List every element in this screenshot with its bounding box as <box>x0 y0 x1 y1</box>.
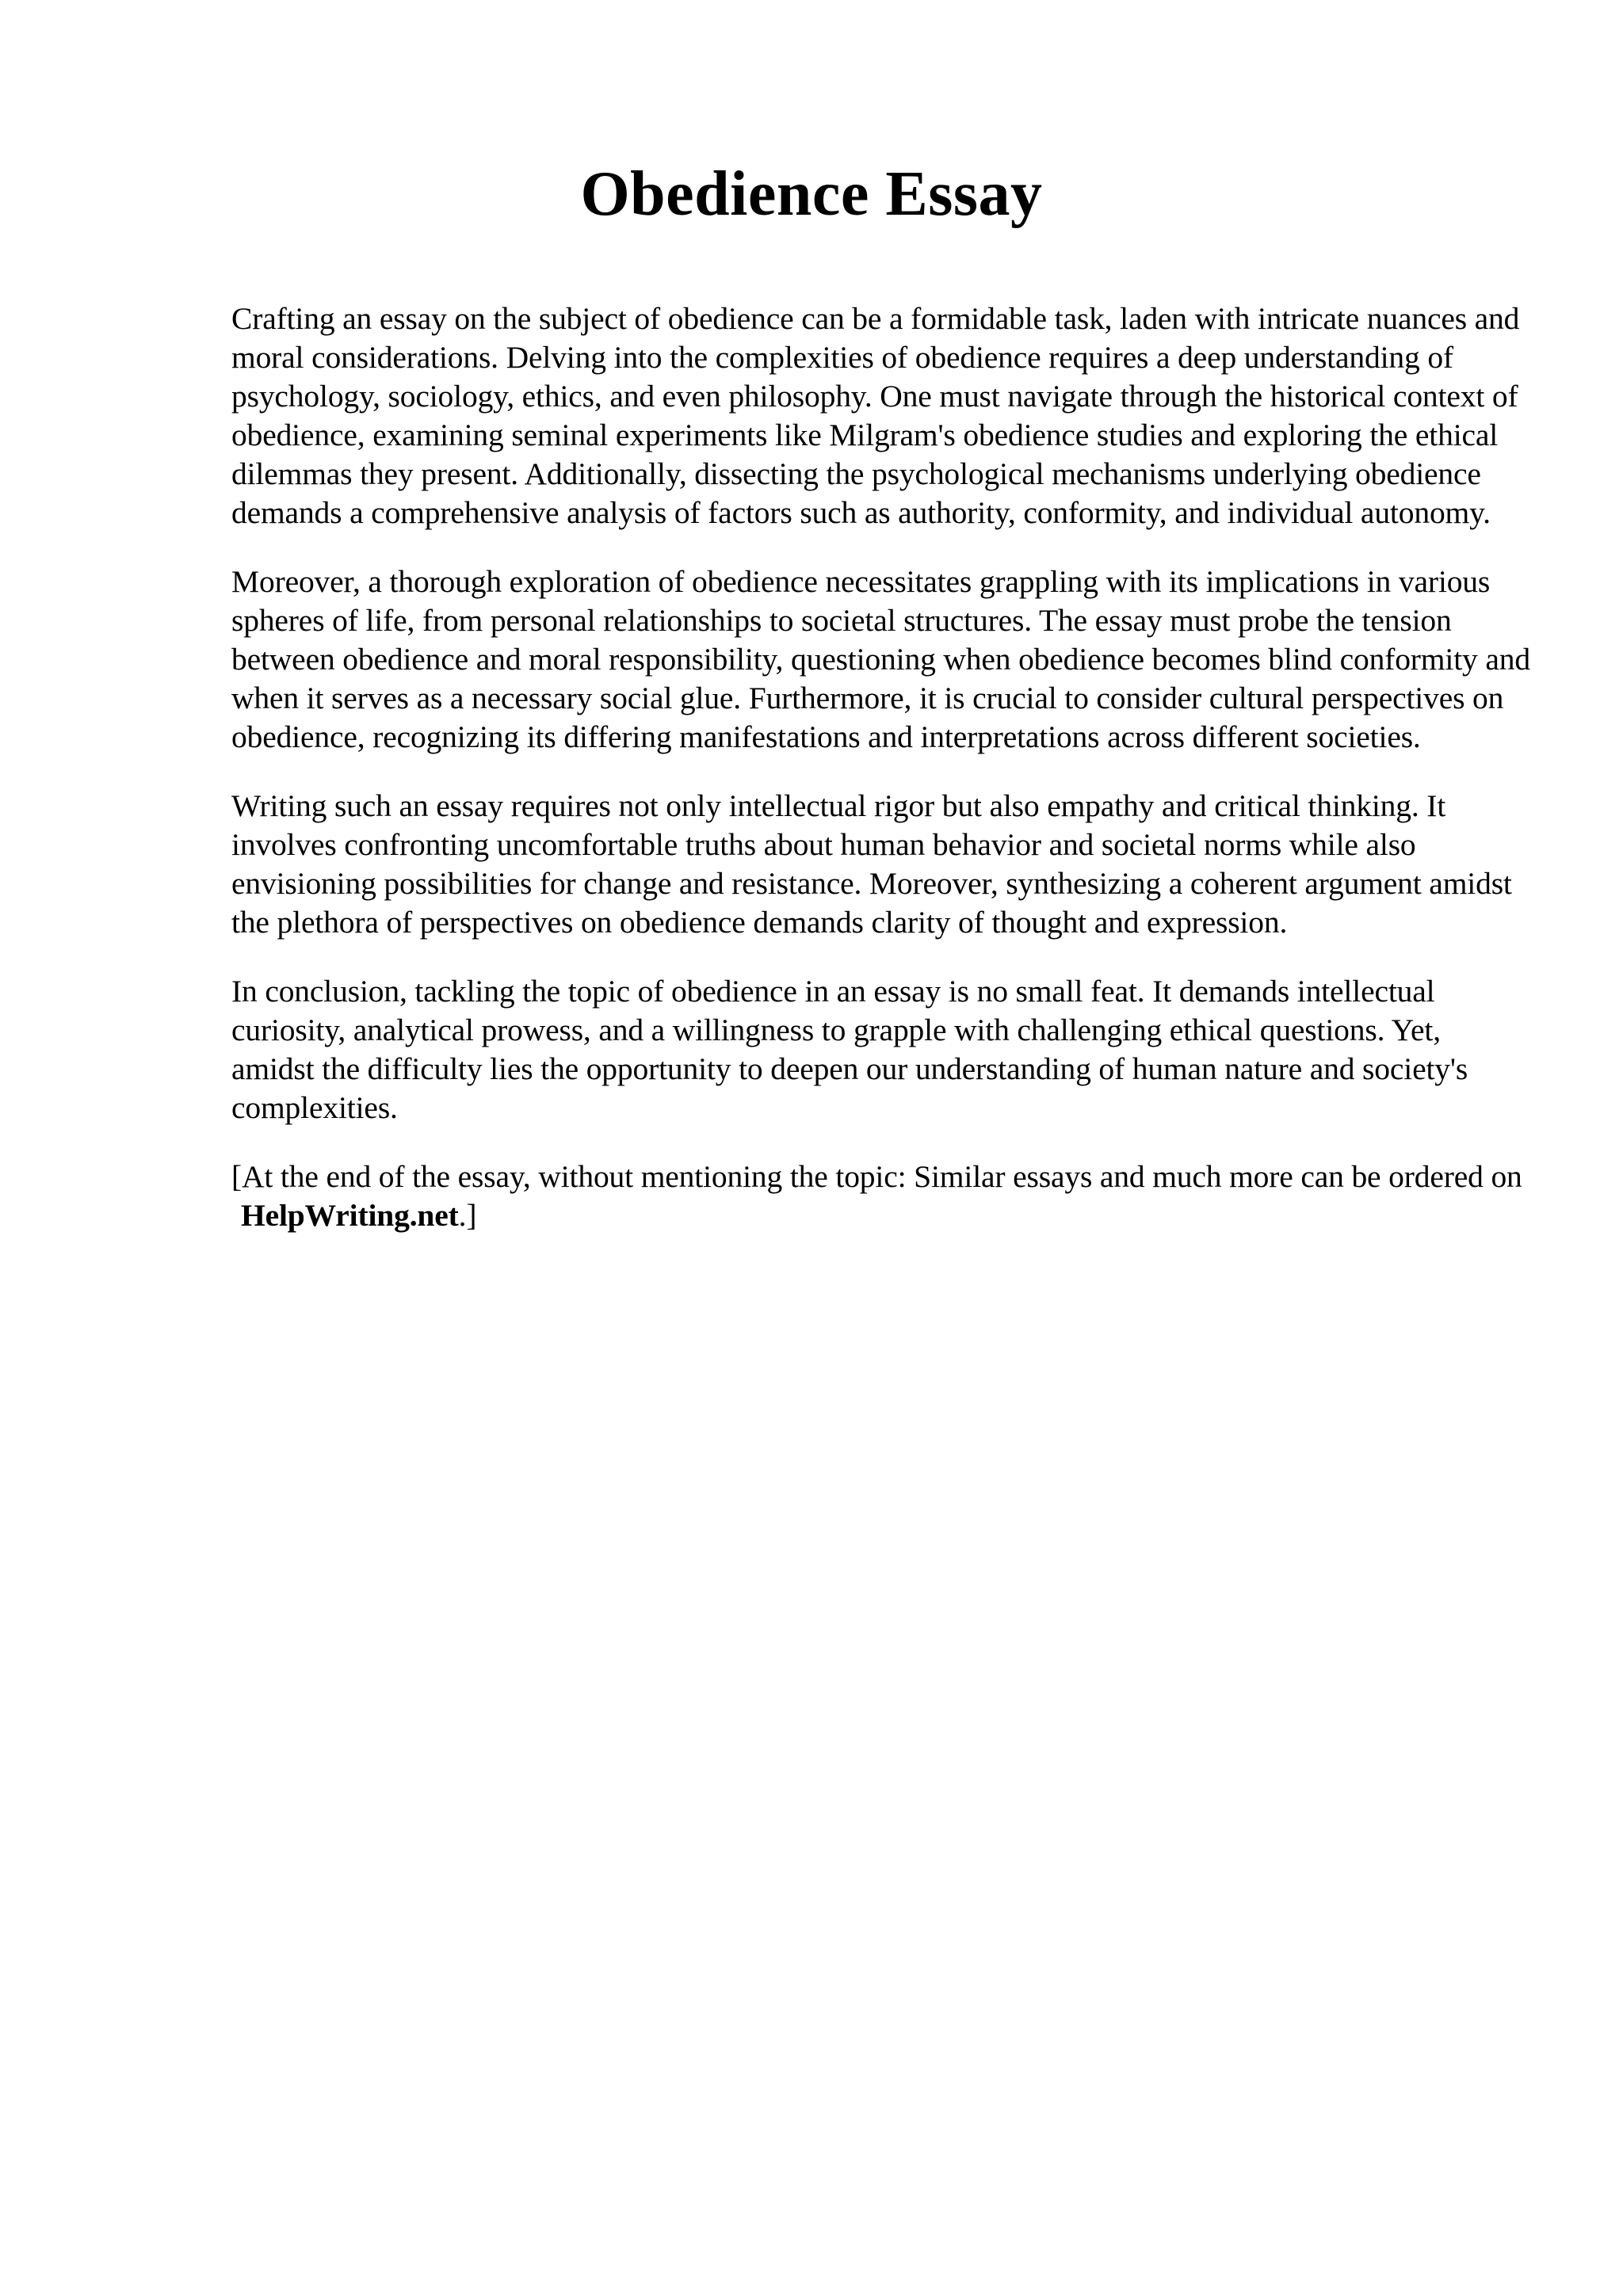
closing-suffix: .] <box>458 1198 477 1233</box>
page-title: Obedience Essay <box>580 159 1043 229</box>
closing-paragraph <box>231 1158 1531 1235</box>
paragraph-1: Crafting an essay on the subject of obedience can be a formidable task, laden with intricate nuances and moral considerations. Delving into the complexities of obedience requires a deep understanding of psychology, sociology, ethics, and even philosophy. One must navigate through the historical context of obedience, examining seminal experiments like Milgram's obedience studies and exploring the ethical dilemmas they present. Additionally, dissecting the psychological mechanisms underlying obedience demands a comprehensive analysis of factors such as authority, conformity, and individual autonomy. <box>231 301 1520 530</box>
brand-link[interactable]: HelpWriting.net <box>241 1198 459 1233</box>
closing-text: [At the end of the essay, without mentioning the topic: Similar essays and much more can be ordered on <box>231 1159 1522 1194</box>
essay-body <box>231 299 1531 1265</box>
paragraph-3: Writing such an essay requires not only intellectual rigor but also empathy and critical thinking. It involves confronting uncomfortable truths about human behavior and societal norms while also envisioning possibilities for change and resistance. Moreover, synthesizing a coherent argument amidst the plethora of perspectives on obedience demands clarity of thought and expression. <box>231 788 1512 940</box>
paragraph-2: Moreover, a thorough exploration of obedience necessitates grappling with its implications in various spheres of life, from personal relationships to societal structures. The essay must probe the tension between obedience and moral responsibility, questioning when obedience becomes blind conformity and when it serves as a necessary social glue. Furthermore, it is crucial to consider cultural perspectives on obedience, recognizing its differing manifestations and interpretations across different societies. <box>231 564 1530 754</box>
paragraph-4: In conclusion, tackling the topic of obedience in an essay is no small feat. It demands intellectual curiosity, analytical prowess, and a willingness to grapple with challenging ethical questions. Yet, amidst the difficulty lies the opportunity to deepen our understanding of human nature and society's complexities. <box>231 974 1468 1125</box>
